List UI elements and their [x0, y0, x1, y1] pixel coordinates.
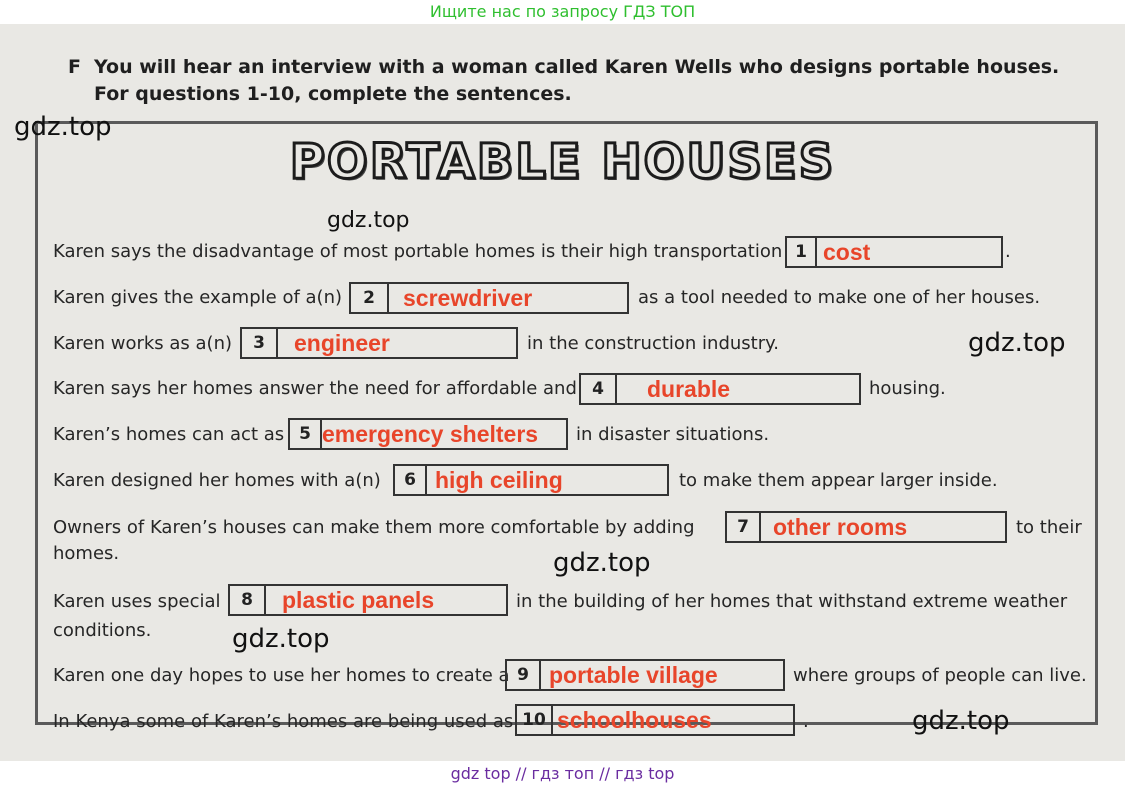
answer-box-5 — [288, 418, 568, 450]
answer-text: screwdriver — [403, 285, 533, 311]
question-number: 1 — [787, 238, 817, 266]
question-7-text: Owners of Karen’s houses can make them more comfortable by adding — [53, 517, 695, 538]
question-9-after: where groups of people can live. — [793, 665, 1087, 686]
question-7-after: to their — [1016, 517, 1082, 538]
answer-box-2 — [349, 282, 629, 314]
answer-text: durable — [647, 376, 731, 402]
exercise-letter: F — [68, 56, 81, 78]
answer-box-4 — [579, 373, 861, 405]
answer-text: schoolhouses — [557, 707, 712, 733]
question-5-text: Karen’s homes can act as — [53, 424, 285, 445]
answer-text: plastic panels — [282, 587, 435, 613]
question-number: 5 — [290, 420, 322, 448]
question-number: 2 — [351, 284, 389, 312]
question-10-after: . — [803, 711, 809, 732]
question-9-text: Karen one day hopes to use her homes to create a — [53, 665, 510, 686]
question-2-after: as a tool needed to make one of her houses. — [638, 287, 1041, 308]
answer-box-6 — [393, 464, 669, 496]
watermark: gdz.top — [14, 112, 112, 142]
question-number: 4 — [581, 375, 617, 403]
question-1-text: Karen says the disadvantage of most portable homes is their high transportation — [53, 241, 783, 262]
question-4-after: housing. — [869, 378, 946, 399]
answer-text: high ceiling — [435, 467, 563, 493]
question-8-continuation: conditions. — [53, 620, 152, 641]
answer-text: cost — [823, 239, 871, 265]
question-8-text: Karen uses special — [53, 591, 221, 612]
answer-text: emergency shelters — [322, 421, 539, 447]
question-number: 9 — [507, 661, 541, 689]
question-6-after: to make them appear larger inside. — [679, 470, 998, 491]
question-8-after: in the building of her homes that withstand extreme weather — [516, 591, 1068, 612]
answer-box-9 — [505, 659, 785, 691]
answer-box-1 — [785, 236, 1003, 268]
watermark: gdz.top — [912, 706, 1010, 736]
watermark: gdz.top — [232, 624, 330, 654]
watermark: gdz.top — [553, 548, 651, 578]
question-7-continuation: homes. — [53, 543, 120, 564]
question-10-text: In Kenya some of Karen’s homes are being used as — [53, 711, 514, 732]
question-1-after: . — [1005, 241, 1011, 262]
exercise-instruction — [68, 54, 1088, 108]
question-3-after: in the construction industry. — [527, 333, 779, 354]
bottom-watermark-banner: gdz top // гдз топ // гдз top — [450, 764, 675, 783]
page-title: PORTABLE HOUSES — [289, 134, 836, 190]
question-number: 7 — [727, 513, 761, 541]
question-number: 10 — [517, 706, 553, 734]
question-4-text: Karen says her homes answer the need for affordable and — [53, 378, 577, 399]
answer-text: portable village — [549, 662, 718, 688]
watermark: gdz.top — [327, 208, 410, 233]
question-number: 8 — [230, 586, 266, 614]
question-6-text: Karen designed her homes with a(n) — [53, 470, 381, 491]
answer-box-7 — [725, 511, 1007, 543]
question-number: 6 — [395, 466, 427, 494]
watermark: gdz.top — [968, 328, 1066, 358]
top-search-banner: Ищите нас по запросу ГДЗ ТОП — [429, 2, 696, 21]
question-5-after: in disaster situations. — [576, 424, 770, 445]
answer-box-3 — [240, 327, 518, 359]
instruction-text: You will hear an interview with a woman called Karen Wells who designs portable houses. For questions 1-10, complete the sentences. — [94, 56, 1060, 105]
answer-text: other rooms — [773, 514, 908, 540]
question-3-text: Karen works as a(n) — [53, 333, 232, 354]
answer-box-8 — [228, 584, 508, 616]
question-number: 3 — [242, 329, 278, 357]
question-2-text: Karen gives the example of a(n) — [53, 287, 342, 308]
answer-box-10 — [515, 704, 795, 736]
answer-text: engineer — [294, 330, 390, 356]
